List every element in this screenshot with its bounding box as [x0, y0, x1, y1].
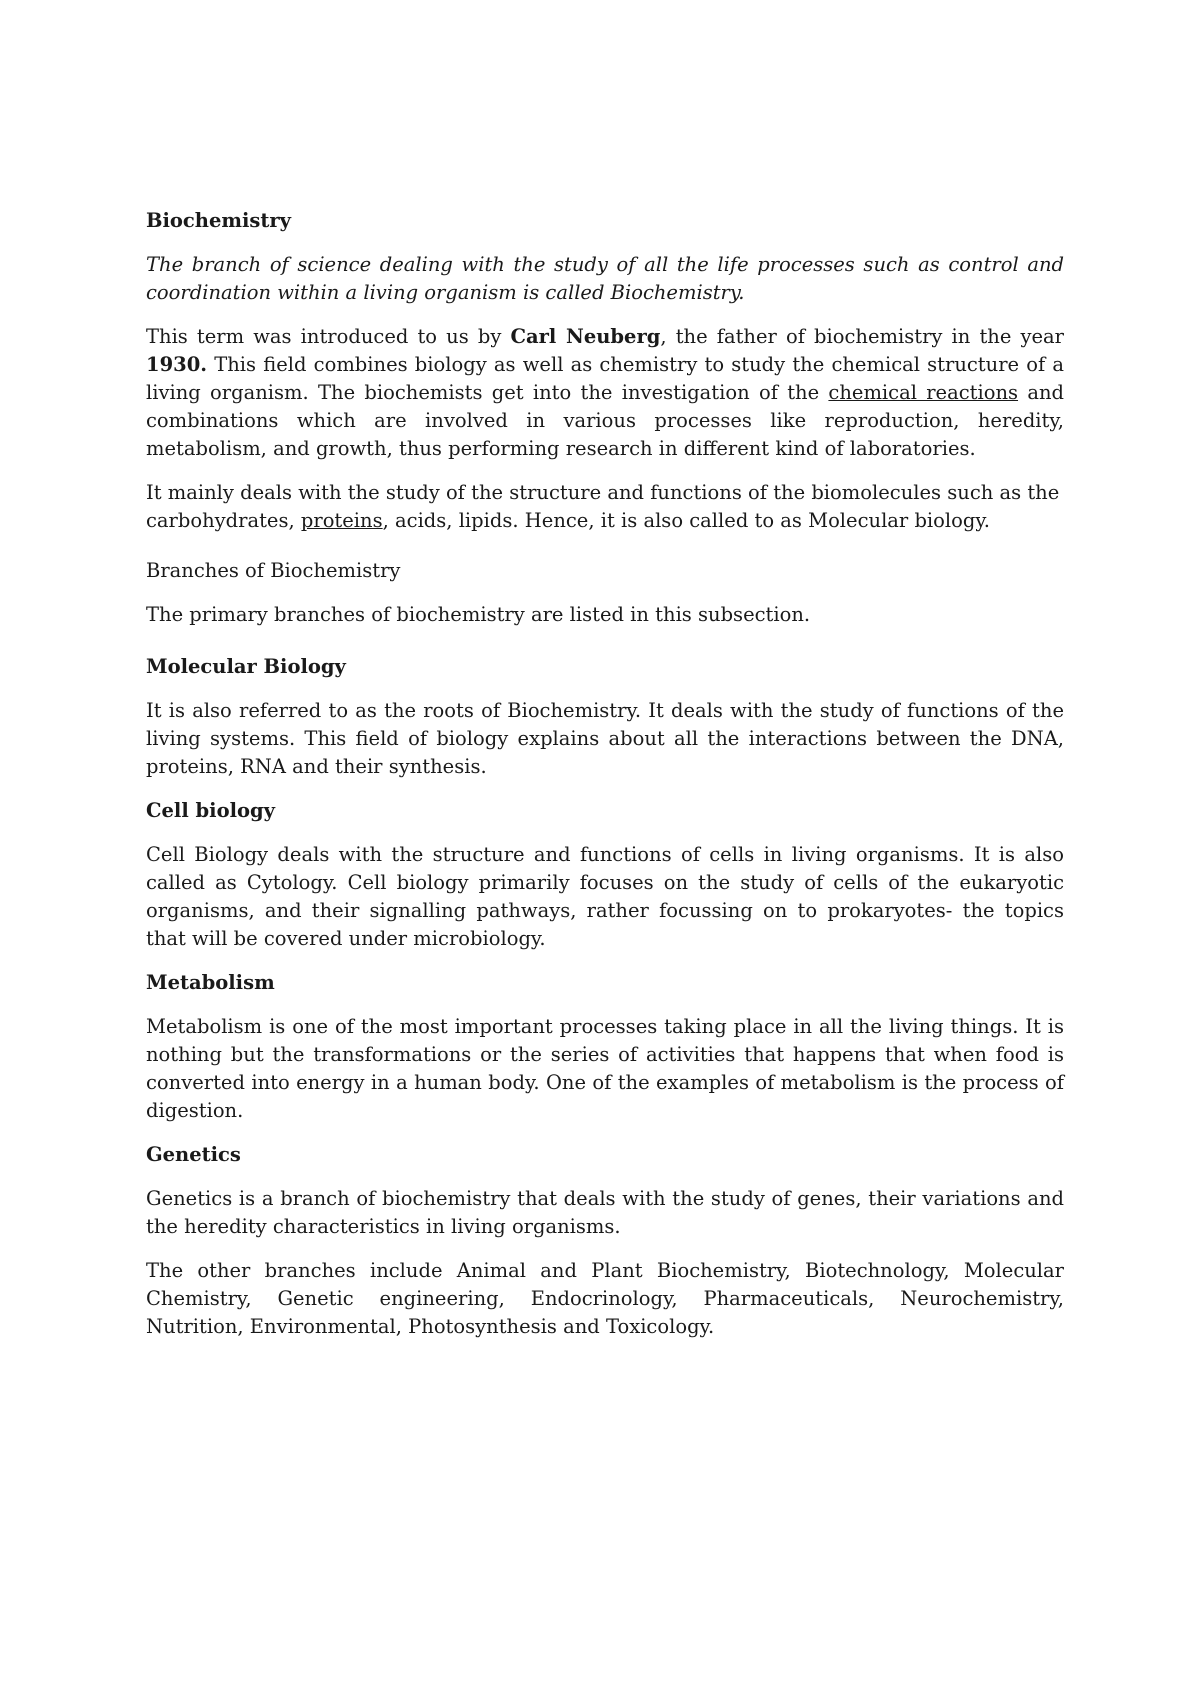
page-title: Biochemistry — [146, 209, 291, 232]
definition-paragraph: The branch of science dealing with the study of all the life processes such as control and coordination within a living organism is called Biochemistry. — [146, 253, 1064, 304]
intro-text-1: This term was introduced to us by — [146, 325, 511, 348]
intro-text-2: , the father of biochemistry in the year — [660, 325, 1065, 348]
section-body-metabolism: Metabolism is one of the most important processes taking place in all the living things. It is nothing but the transformations or the series of activities that happens that when food is converted into energy in a human body. One of the examples of metabolism is the process of digestion. — [146, 1015, 1064, 1122]
deals-paragraph — [146, 479, 1064, 535]
intro-paragraph — [146, 323, 1064, 463]
section-heading-molecular-biology: Molecular Biology — [146, 655, 346, 678]
other-branches-paragraph: The other branches include Animal and Plant Biochemistry, Biotechnology, Molecular Chemistry, Genetic engineering, Endocrinology, Pharmaceuticals, Neurochemistry, Nutrition, Environmental, Photosynthesis and Toxicology. — [146, 1259, 1064, 1338]
section-body-cell-biology: Cell Biology deals with the structure and functions of cells in living organisms. It is also called as Cytology. Cell biology primarily focuses on the study of cells of the eukaryotic organisms, and their signalling pathways, rather focussing on to prokaryotes- the topics that will be covered under microbiology. — [146, 843, 1064, 950]
section-heading-metabolism: Metabolism — [146, 971, 275, 994]
document-page — [146, 207, 1064, 1357]
deals-text-1: It mainly deals with the study of the structure and functions of the biomolecules such as the carbohydrates, — [146, 481, 1060, 532]
section-body-genetics: Genetics is a branch of biochemistry that deals with the study of genes, their variations and the heredity characteristics in living organisms. — [146, 1187, 1064, 1238]
branches-heading: Branches of Biochemistry — [146, 559, 401, 582]
intro-text-3: This field combines biology as well as chemistry to study the chemical structure of a living organism. The biochemists get into the investigation of the — [146, 353, 1064, 404]
intro-text-4: and combinations which are involved in various processes like reproduction, heredity, metabolism, and growth, thus performing research in different kind of laboratories. — [146, 381, 1064, 460]
chemical-reactions-link[interactable]: chemical reactions — [828, 381, 1019, 404]
section-heading-cell-biology: Cell biology — [146, 799, 275, 822]
section-body-molecular-biology: It is also referred to as the roots of Biochemistry. It deals with the study of functions of the living systems. This field of biology explains about all the interactions between the DNA, proteins, RNA and their synthesis. — [146, 699, 1064, 778]
year-1930: 1930. — [146, 353, 208, 376]
deals-text-2: , acids, lipids. Hence, it is also called to as Molecular biology. — [382, 509, 990, 532]
carl-neuberg-name: Carl Neuberg — [510, 325, 661, 348]
branches-intro: The primary branches of biochemistry are listed in this subsection. — [146, 603, 811, 626]
section-heading-genetics: Genetics — [146, 1143, 241, 1166]
proteins-link[interactable]: proteins — [300, 509, 383, 532]
